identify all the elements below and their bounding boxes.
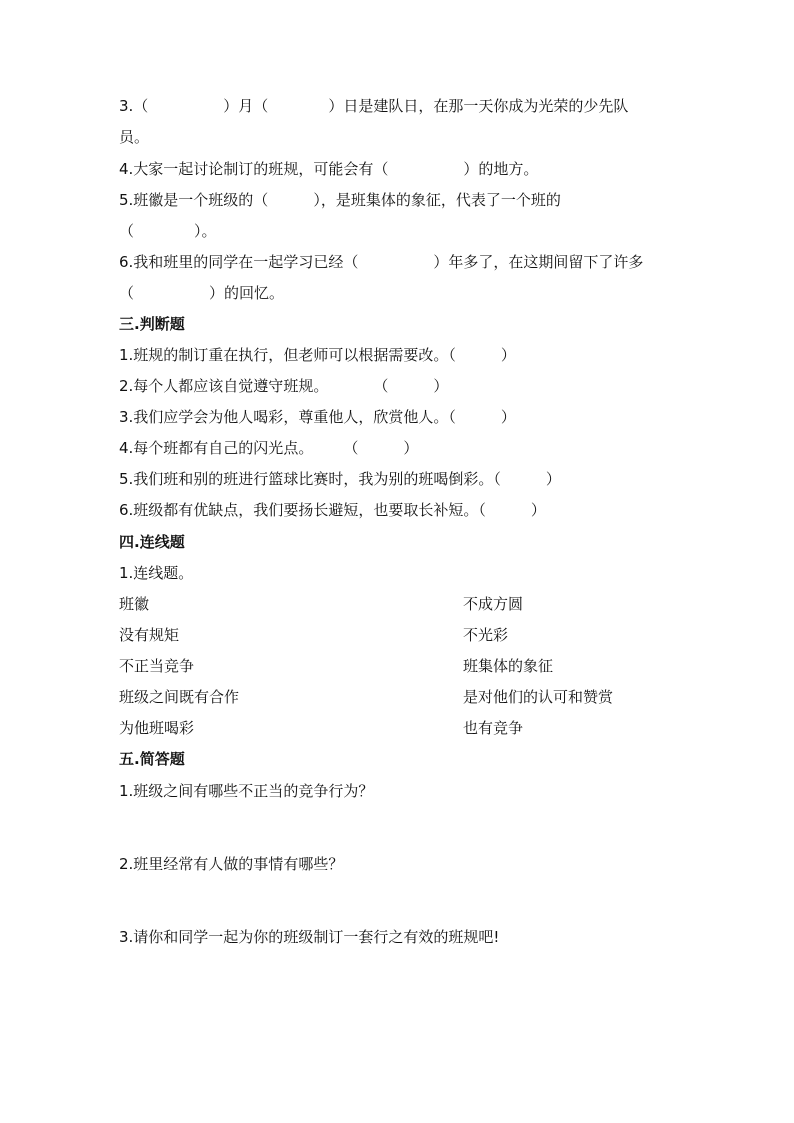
match-right-item-1[interactable]: 不成方圆: [463, 595, 524, 613]
match-right-item-2[interactable]: 不光彩: [463, 626, 509, 644]
fill-question-6-line-1: 6.我和班里的同学在一起学习已经（ ）年多了，在这期间留下了许多: [119, 253, 644, 271]
section-heading-short-answer: 五.简答题: [119, 750, 185, 768]
judge-item-2: 2.每个人都应该自觉遵守班规。 （ ）: [119, 377, 449, 395]
section-heading-judge: 三.判断题: [119, 315, 185, 333]
short-answer-question-2: 2.班里经常有人做的事情有哪些？: [119, 855, 344, 873]
short-answer-question-3: 3.请你和同学一起为你的班级制订一套行之有效的班规吧!: [119, 928, 500, 946]
match-left-item-2[interactable]: 没有规矩: [119, 626, 180, 644]
match-left-item-3[interactable]: 不正当竞争: [119, 657, 195, 675]
match-right-item-5[interactable]: 也有竞争: [463, 719, 524, 737]
fill-question-5-line-1: 5.班徽是一个班级的（ ），是班集体的象征，代表了一个班的: [119, 191, 561, 209]
fill-question-5-line-2: （ ）。: [119, 222, 217, 240]
match-left-item-1[interactable]: 班徽: [119, 595, 150, 613]
match-right-item-4[interactable]: 是对他们的认可和赞赏: [463, 688, 614, 706]
short-answer-question-1: 1.班级之间有哪些不正当的竞争行为？: [119, 782, 374, 800]
judge-item-4: 4.每个班都有自己的闪光点。 （ ）: [119, 439, 419, 457]
match-right-item-3[interactable]: 班集体的象征: [463, 657, 554, 675]
section-heading-match: 四.连线题: [119, 533, 185, 551]
match-left-item-5[interactable]: 为他班喝彩: [119, 719, 195, 737]
fill-question-3-line-1: 3.（ ）月（ ）日是建队日，在那一天你成为光荣的少先队: [119, 97, 629, 115]
judge-item-6: 6.班级都有优缺点，我们要扬长避短，也要取长补短。（ ）: [119, 501, 546, 519]
match-left-item-4[interactable]: 班级之间既有合作: [119, 688, 240, 706]
match-prompt: 1.连线题。: [119, 564, 194, 582]
fill-question-6-line-2: （ ）的回忆。: [119, 284, 285, 302]
fill-question-3-line-2: 员。: [119, 128, 150, 146]
judge-item-1: 1.班规的制订重在执行，但老师可以根据需要改。（ ）: [119, 346, 516, 364]
fill-question-4: 4.大家一起讨论制订的班规，可能会有（ ）的地方。: [119, 160, 539, 178]
judge-item-3: 3.我们应学会为他人喝彩，尊重他人，欣赏他人。（ ）: [119, 408, 516, 426]
judge-item-5: 5.我们班和别的班进行篮球比赛时，我为别的班喝倒彩。（ ）: [119, 470, 561, 488]
